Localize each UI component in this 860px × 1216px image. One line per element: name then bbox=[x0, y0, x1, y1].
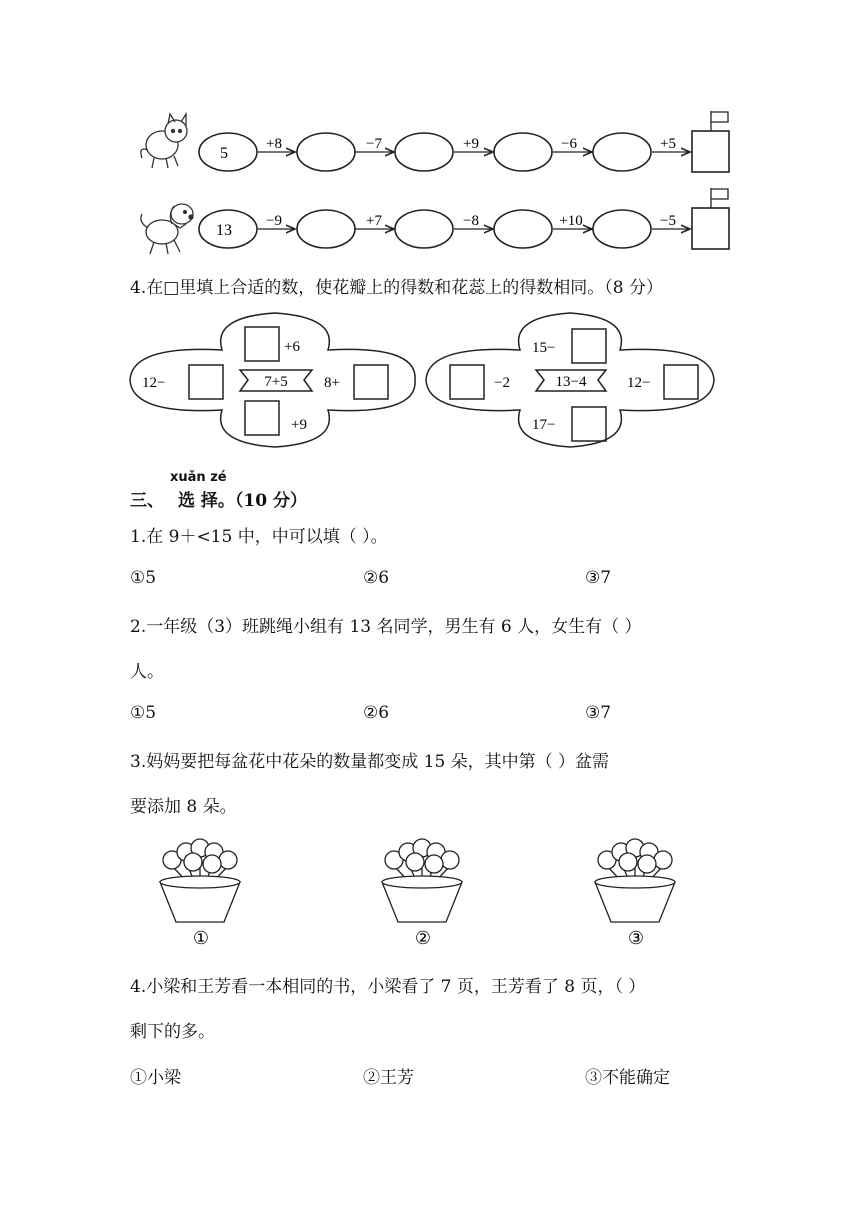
chain2-op4: +10 bbox=[559, 213, 583, 229]
q1-text: 1.在 9＋<15 中，中可以填（ ）。 bbox=[130, 527, 388, 547]
flower1-left: 12− bbox=[142, 375, 166, 391]
q2-text-cont: 人。 bbox=[130, 662, 164, 682]
flower-pot-icon bbox=[160, 839, 240, 922]
q2-option-2[interactable]: ②6 bbox=[363, 703, 390, 723]
q2-option-1[interactable]: ①5 bbox=[130, 703, 157, 723]
flower2-left-box[interactable] bbox=[450, 365, 484, 399]
q4-title: 4.在□里填上合适的数，使花瓣上的得数和花蕊上的得数相同。（8 分） bbox=[130, 278, 664, 298]
chain2-op5: −5 bbox=[660, 213, 676, 229]
dog-icon bbox=[141, 204, 193, 254]
chain2-op1: −9 bbox=[266, 213, 282, 229]
q1-option-2[interactable]: ②6 bbox=[363, 568, 390, 588]
flower2-right-box[interactable] bbox=[664, 365, 698, 399]
section3-number: 三、 bbox=[130, 491, 164, 511]
chain1-start: 5 bbox=[220, 145, 228, 162]
flower1-right: 8+ bbox=[324, 375, 340, 391]
chain1-blank-oval[interactable] bbox=[494, 133, 552, 171]
flower2-top-box[interactable] bbox=[572, 329, 606, 363]
section3-pinyin: xuǎn zé bbox=[170, 470, 227, 485]
chain2-blank-oval[interactable] bbox=[395, 210, 453, 248]
q4b-text: 4.小梁和王芳看一本相同的书，小梁看了 7 页，王芳看了 8 页，（ ） bbox=[130, 977, 646, 997]
cat-icon bbox=[141, 114, 187, 168]
chain2-final-box[interactable] bbox=[692, 208, 729, 249]
flower2-top: 15− bbox=[532, 340, 556, 356]
chain1-start-oval bbox=[199, 133, 257, 171]
q2-option-3[interactable]: ③7 bbox=[585, 703, 612, 723]
chain1-blank-oval[interactable] bbox=[593, 133, 651, 171]
chain1-blank-oval[interactable] bbox=[297, 133, 355, 171]
q1-option-1[interactable]: ①5 bbox=[130, 568, 157, 588]
flag-icon bbox=[711, 111, 728, 131]
flower1-bottom-box[interactable] bbox=[245, 401, 279, 435]
q4b-option-3[interactable]: ③不能确定 bbox=[585, 1068, 670, 1088]
pot-label-2: ② bbox=[414, 928, 432, 948]
chain2-blank-oval[interactable] bbox=[494, 210, 552, 248]
flower2-left: −2 bbox=[494, 375, 510, 391]
chain-diagrams bbox=[0, 0, 860, 270]
section3-score: （10 分） bbox=[234, 491, 307, 511]
flower1-right-box[interactable] bbox=[354, 365, 388, 399]
q4b-option-1[interactable]: ①小梁 bbox=[130, 1068, 181, 1088]
chain1-final-box[interactable] bbox=[692, 131, 729, 172]
flower1-center: 7+5 bbox=[264, 374, 288, 390]
section3-title: 选 择。 bbox=[178, 491, 235, 511]
section3-heading bbox=[130, 486, 307, 511]
q3-text: 3.妈妈要把每盆花中花朵的数量都变成 15 朵，其中第（ ）盆需 bbox=[130, 752, 610, 772]
flower2-bottom: 17− bbox=[532, 417, 556, 433]
chain2-op2: +7 bbox=[366, 213, 382, 229]
q2-text: 2.一年级（3）班跳绳小组有 13 名同学，男生有 6 人，女生有（ ） bbox=[130, 617, 642, 637]
flower1-bottom: +9 bbox=[291, 417, 307, 433]
pot-label-1: ① bbox=[192, 928, 210, 948]
flower2-right: 12− bbox=[627, 375, 651, 391]
q4b-option-2[interactable]: ②王芳 bbox=[363, 1068, 414, 1088]
flower2-center: 13−4 bbox=[555, 374, 587, 390]
flower1-left-box[interactable] bbox=[189, 365, 223, 399]
chain1-op3: +9 bbox=[463, 136, 479, 152]
q3-text-cont: 要添加 8 朵。 bbox=[130, 797, 237, 817]
chain1-op2: −7 bbox=[366, 136, 382, 152]
chain2-op3: −8 bbox=[463, 213, 479, 229]
chain1-op1: +8 bbox=[266, 136, 282, 152]
pot-label-3: ③ bbox=[627, 928, 645, 948]
chain2-blank-oval[interactable] bbox=[593, 210, 651, 248]
flower1-top: +6 bbox=[284, 339, 300, 355]
flower1-top-box[interactable] bbox=[245, 327, 279, 361]
chain2-blank-oval[interactable] bbox=[297, 210, 355, 248]
flower-pots bbox=[0, 830, 860, 955]
q4b-text-cont: 剩下的多。 bbox=[130, 1022, 215, 1042]
q1-option-3[interactable]: ③7 bbox=[585, 568, 612, 588]
chain1-blank-oval[interactable] bbox=[395, 133, 453, 171]
flag-icon bbox=[711, 188, 728, 208]
chain1-op4: −6 bbox=[561, 136, 577, 152]
flower2-bottom-box[interactable] bbox=[572, 407, 606, 441]
chain2-start: 13 bbox=[216, 222, 232, 239]
flower-diagrams bbox=[0, 305, 860, 460]
chain1-op5: +5 bbox=[660, 136, 676, 152]
